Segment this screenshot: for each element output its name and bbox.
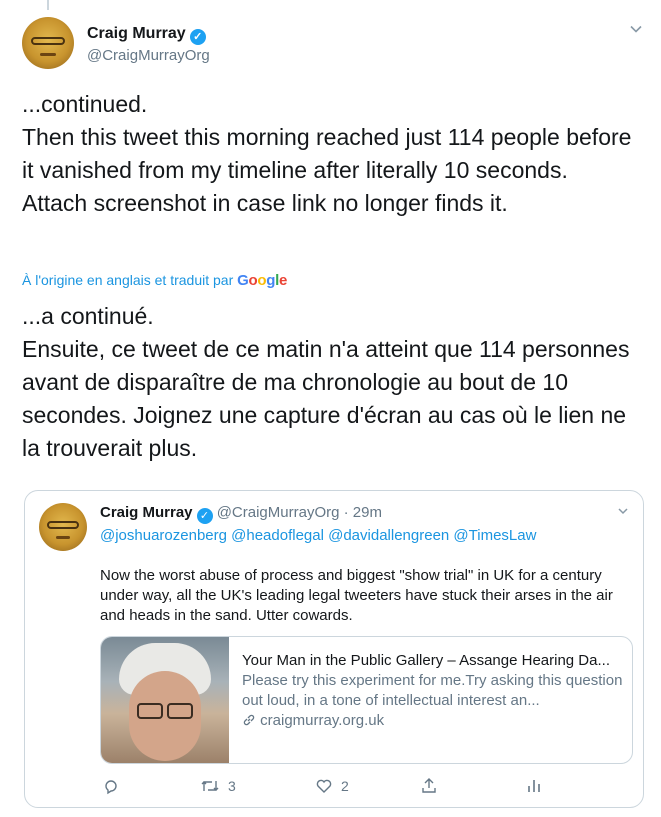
- avatar-glasses: [31, 37, 65, 45]
- share-button[interactable]: [420, 777, 438, 795]
- author-handle[interactable]: @CraigMurrayOrg: [87, 47, 210, 64]
- author-name[interactable]: Craig Murray ✓: [87, 25, 206, 45]
- reply-button[interactable]: [102, 777, 120, 795]
- retweet-button[interactable]: [200, 777, 236, 795]
- quoted-avatar-glasses: [47, 521, 79, 529]
- like-count: 2: [341, 778, 349, 794]
- quoted-time[interactable]: 29m: [352, 504, 382, 521]
- retweet-icon: [200, 777, 220, 795]
- quoted-handle[interactable]: @CraigMurrayOrg: [216, 504, 340, 521]
- analytics-button[interactable]: [525, 777, 543, 795]
- reply-icon: [102, 777, 120, 795]
- action-bar: [100, 777, 550, 797]
- link-card-title: Your Man in the Public Gallery – Assange Hearing Da...: [242, 652, 610, 669]
- separator: ·: [343, 504, 349, 521]
- card-image-glasses-right: [167, 703, 193, 719]
- quoted-mentions[interactable]: @joshuarozenberg @headoflegal @davidallengreen @TimesLaw: [100, 527, 537, 544]
- link-card-domain: craigmurray.org.uk: [242, 711, 624, 731]
- quoted-avatar-mouth: [56, 536, 70, 539]
- translated-text: ...a continué. Ensuite, ce tweet de ce matin n'a atteint que 114 personnes avant de disparaître de ma chronologie au bout de 10 secondes. Joignez une capture d'écran au cas où le lien ne la trouverait plus.: [22, 303, 630, 461]
- verified-badge-icon: ✓: [190, 29, 206, 45]
- google-logo: Google: [237, 272, 288, 289]
- link-card[interactable]: [100, 636, 633, 764]
- chevron-down-icon[interactable]: [629, 22, 643, 36]
- analytics-icon: [525, 777, 543, 795]
- avatar-mouth: [40, 53, 56, 56]
- avatar[interactable]: [22, 17, 74, 69]
- link-card-text: [242, 651, 624, 731]
- retweet-count: 3: [228, 778, 236, 794]
- quoted-header: [100, 504, 382, 524]
- tweet-text: ...continued. Then this tweet this morning reached just 114 people before it vanished from my timeline after literally 10 seconds. Attach screenshot in case link no longer finds it.: [22, 91, 632, 216]
- thread-connector: [47, 0, 49, 10]
- card-image-glasses-left: [137, 703, 163, 719]
- quoted-avatar[interactable]: [39, 503, 87, 551]
- verified-badge-icon: ✓: [197, 508, 213, 524]
- quoted-text: Now the worst abuse of process and biggest "show trial" in UK for a century under way, all the UK's leading legal tweeters have stuck their arses in the air and heads in the sand. Utter cowards.: [100, 567, 613, 624]
- quoted-tweet[interactable]: [24, 490, 644, 808]
- link-card-image: [101, 637, 229, 764]
- heart-icon: [315, 777, 333, 795]
- chevron-down-icon[interactable]: [617, 505, 629, 517]
- link-card-description: Please try this experiment for me.Try asking this question out loud, in a tone of intellectual interest an...: [242, 672, 623, 709]
- share-icon: [420, 777, 438, 795]
- translation-note[interactable]: À l'origine en anglais et traduit par Google: [22, 272, 288, 289]
- link-icon: [242, 713, 256, 727]
- quoted-author-name[interactable]: Craig Murray: [100, 504, 193, 521]
- like-button[interactable]: [315, 777, 349, 795]
